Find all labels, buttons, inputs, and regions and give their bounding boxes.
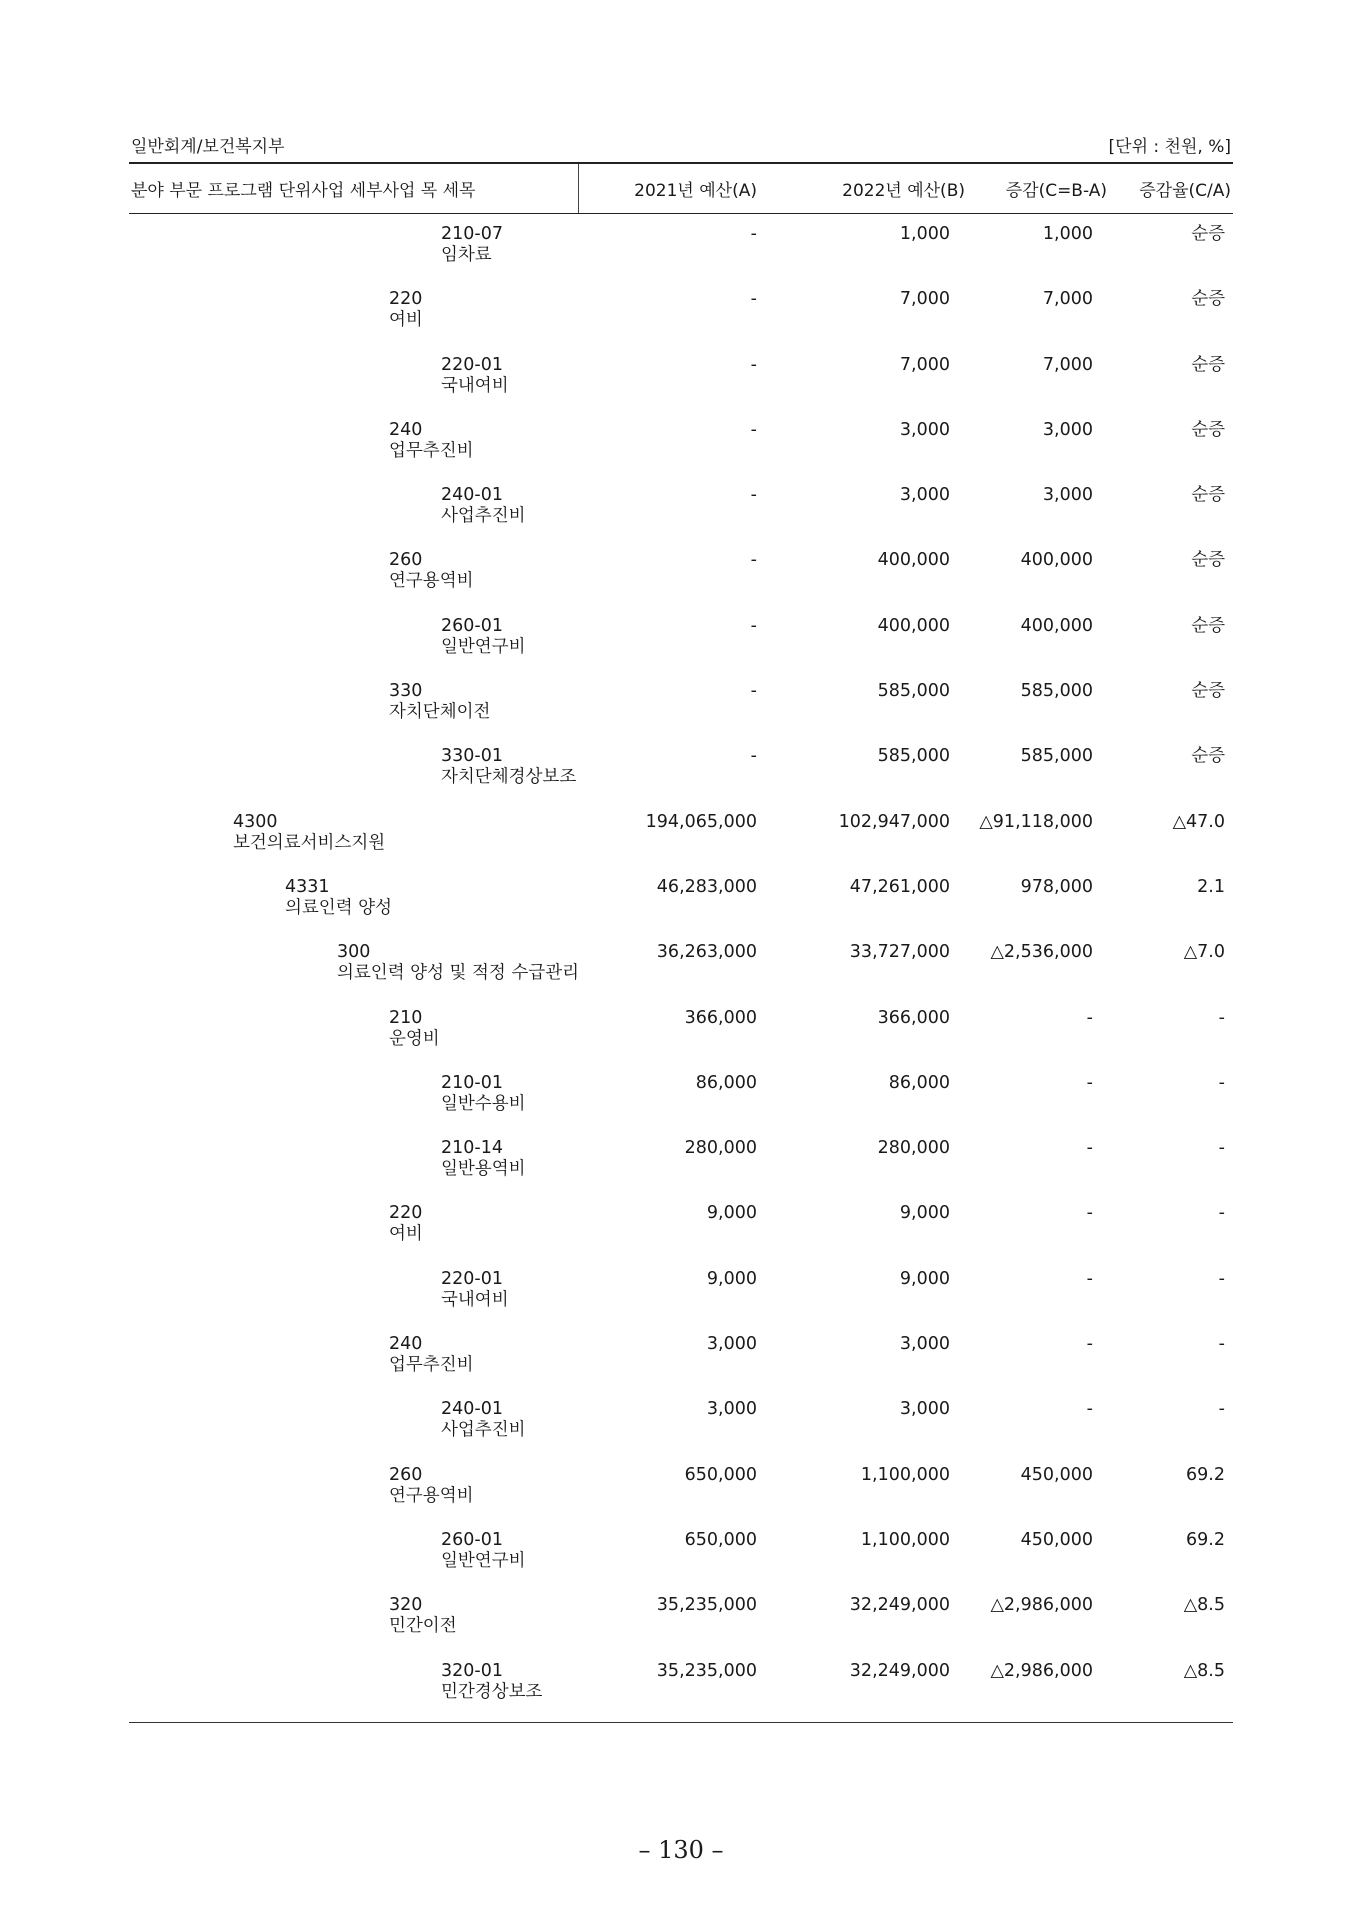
row-label [441, 1138, 526, 1180]
row-label [441, 1269, 509, 1311]
cell-budget-2022: 1,100,000 [860, 1464, 950, 1485]
cell-rate: - [1218, 1072, 1225, 1093]
table-row [129, 616, 1233, 681]
row-code: 220-01 [441, 1268, 503, 1289]
cell-budget-2022: 3,000 [899, 419, 950, 440]
row-name: 자치단체이전 [389, 702, 491, 723]
table-header-rule [129, 213, 1233, 214]
document-header [129, 132, 1233, 158]
cell-budget-2022: 32,249,000 [849, 1595, 950, 1616]
row-name: 일반용역비 [441, 1159, 526, 1180]
row-label [441, 746, 576, 788]
row-name: 여비 [389, 310, 423, 331]
table-row [129, 1008, 1233, 1073]
cell-rate: 순증 [1191, 354, 1225, 375]
row-code: 260 [389, 550, 423, 571]
table-body [129, 224, 1233, 1726]
table-row [129, 485, 1233, 550]
row-code: 220-01 [441, 354, 503, 375]
row-name: 의료인력 양성 [285, 897, 392, 918]
cell-rate: - [1218, 1268, 1225, 1289]
row-code: 300 [337, 942, 371, 963]
column-header-rate: 증감율(C/A) [1139, 181, 1231, 201]
cell-budget-2021: - [750, 289, 757, 310]
cell-budget-2022: 7,000 [899, 289, 950, 310]
cell-budget-2021: 9,000 [706, 1268, 757, 1289]
cell-rate: △8.5 [1183, 1660, 1225, 1681]
row-code: 320 [389, 1595, 423, 1616]
row-label [233, 812, 385, 854]
row-name: 일반수용비 [441, 1093, 526, 1114]
row-label [389, 1334, 474, 1376]
cell-change: △2,986,000 [990, 1595, 1093, 1616]
cell-change: - [1086, 1007, 1093, 1028]
cell-change: △2,536,000 [990, 942, 1093, 963]
cell-change: △2,986,000 [990, 1660, 1093, 1681]
cell-change: 7,000 [1042, 354, 1093, 375]
cell-budget-2021: 46,283,000 [656, 876, 757, 897]
cell-budget-2022: 400,000 [877, 550, 950, 571]
cell-budget-2022: 400,000 [877, 615, 950, 636]
row-label [441, 1530, 526, 1572]
cell-change: 3,000 [1042, 485, 1093, 506]
table-row [129, 550, 1233, 615]
cell-rate: - [1218, 1399, 1225, 1420]
table-row [129, 1661, 1233, 1726]
cell-budget-2022: 47,261,000 [849, 876, 950, 897]
cell-rate: 순증 [1191, 419, 1225, 440]
row-name: 업무추진비 [389, 1355, 474, 1376]
table-column-header [129, 164, 1233, 212]
table-row [129, 1595, 1233, 1660]
column-header-budget-2022: 2022년 예산(B) [842, 181, 965, 201]
cell-budget-2021: 194,065,000 [645, 811, 757, 832]
row-name: 여비 [389, 1224, 423, 1245]
row-label [285, 877, 392, 919]
table-row [129, 420, 1233, 485]
cell-change: 400,000 [1020, 615, 1093, 636]
cell-change: △91,118,000 [979, 811, 1093, 832]
cell-rate: 순증 [1191, 681, 1225, 702]
cell-budget-2021: - [750, 354, 757, 375]
cell-rate: 순증 [1191, 224, 1225, 244]
cell-rate: 순증 [1191, 289, 1225, 310]
row-code: 220 [389, 289, 423, 310]
cell-budget-2021: - [750, 746, 757, 767]
row-label [389, 1595, 457, 1637]
row-label [441, 1073, 526, 1115]
row-code: 260-01 [441, 1529, 503, 1550]
cell-budget-2021: 36,263,000 [656, 942, 757, 963]
cell-budget-2021: 9,000 [706, 1203, 757, 1224]
cell-budget-2022: 585,000 [877, 746, 950, 767]
cell-budget-2021: - [750, 485, 757, 506]
table-row [129, 289, 1233, 354]
table-row [129, 942, 1233, 1007]
row-label [389, 1008, 440, 1050]
table-row [129, 1269, 1233, 1334]
row-label [389, 550, 474, 592]
row-label [441, 1661, 542, 1703]
table-row [129, 1399, 1233, 1464]
row-code: 210 [389, 1007, 423, 1028]
row-name: 자치단체경상보조 [441, 767, 577, 788]
table-row [129, 1073, 1233, 1138]
cell-rate: △8.5 [1183, 1595, 1225, 1616]
cell-rate: - [1218, 1334, 1225, 1355]
cell-budget-2021: 366,000 [684, 1007, 757, 1028]
cell-budget-2021: 650,000 [684, 1529, 757, 1550]
column-header-change: 증감(C=B-A) [1005, 181, 1107, 201]
cell-change: 978,000 [1020, 876, 1093, 897]
row-code: 240 [389, 1334, 423, 1355]
table-row [129, 681, 1233, 746]
cell-budget-2021: - [750, 550, 757, 571]
cell-budget-2022: 3,000 [899, 485, 950, 506]
unit-label: [단위 : 천원, %] [1108, 137, 1231, 157]
row-name: 일반연구비 [441, 1550, 526, 1571]
row-name: 업무추진비 [389, 440, 474, 461]
row-name: 민간이전 [389, 1616, 457, 1637]
row-name: 운영비 [389, 1028, 440, 1049]
table-row [129, 355, 1233, 420]
cell-budget-2021: 3,000 [706, 1334, 757, 1355]
cell-rate: 순증 [1191, 746, 1225, 767]
table-row [129, 224, 1233, 289]
row-label [389, 681, 490, 723]
row-code: 240 [389, 419, 423, 440]
row-code: 4300 [233, 811, 278, 832]
row-name: 의료인력 양성 및 적정 수급관리 [337, 963, 580, 984]
table-bottom-rule [129, 1722, 1233, 1723]
row-name: 보건의료서비스지원 [233, 832, 386, 853]
cell-rate: 2.1 [1197, 876, 1225, 897]
cell-rate: - [1218, 1007, 1225, 1028]
row-code: 210-07 [441, 224, 503, 244]
column-divider [578, 164, 579, 214]
table-row [129, 1465, 1233, 1530]
cell-change: 450,000 [1020, 1529, 1093, 1550]
cell-budget-2022: 7,000 [899, 354, 950, 375]
row-code: 260-01 [441, 615, 503, 636]
cell-budget-2021: 35,235,000 [656, 1595, 757, 1616]
table-row [129, 877, 1233, 942]
row-code: 240-01 [441, 1399, 503, 1420]
row-name: 연구용역비 [389, 1485, 474, 1506]
page-number: – 130 – [638, 1836, 724, 1864]
cell-budget-2021: 3,000 [706, 1399, 757, 1420]
cell-change: - [1086, 1399, 1093, 1420]
cell-change: - [1086, 1334, 1093, 1355]
row-label [389, 1203, 423, 1245]
cell-budget-2022: 1,100,000 [860, 1529, 950, 1550]
table-row [129, 1203, 1233, 1268]
cell-budget-2021: - [750, 224, 757, 244]
row-code: 210-01 [441, 1072, 503, 1093]
cell-rate: 순증 [1191, 485, 1225, 506]
cell-budget-2021: 650,000 [684, 1464, 757, 1485]
cell-budget-2022: 1,000 [899, 224, 950, 244]
column-header-budget-2021: 2021년 예산(A) [634, 181, 757, 201]
account-ministry-label: 일반회계/보건복지부 [131, 137, 285, 157]
cell-budget-2022: 3,000 [899, 1334, 950, 1355]
row-label [389, 289, 423, 331]
cell-rate: △47.0 [1172, 811, 1225, 832]
cell-budget-2022: 86,000 [888, 1072, 950, 1093]
table-row [129, 812, 1233, 877]
cell-budget-2022: 366,000 [877, 1007, 950, 1028]
cell-budget-2021: 280,000 [684, 1138, 757, 1159]
row-name: 연구용역비 [389, 571, 474, 592]
table-row [129, 1530, 1233, 1595]
row-name: 사업추진비 [441, 1420, 526, 1441]
row-code: 210-14 [441, 1138, 503, 1159]
cell-change: 585,000 [1020, 681, 1093, 702]
row-name: 국내여비 [441, 1289, 509, 1310]
column-header-category: 분야 부문 프로그램 단위사업 세부사업 목 세목 [131, 181, 476, 201]
row-label [389, 1465, 474, 1507]
cell-budget-2021: - [750, 681, 757, 702]
cell-budget-2022: 32,249,000 [849, 1660, 950, 1681]
cell-change: - [1086, 1072, 1093, 1093]
row-name: 사업추진비 [441, 506, 526, 527]
row-name: 민간경상보조 [441, 1681, 543, 1702]
cell-rate: 순증 [1191, 550, 1225, 571]
table-row [129, 1334, 1233, 1399]
row-name: 임차료 [441, 245, 492, 265]
cell-budget-2022: 102,947,000 [838, 811, 950, 832]
cell-budget-2021: 86,000 [695, 1072, 757, 1093]
cell-budget-2022: 9,000 [899, 1268, 950, 1289]
row-name: 국내여비 [441, 375, 509, 396]
row-code: 260 [389, 1464, 423, 1485]
cell-change: 1,000 [1042, 224, 1093, 244]
row-code: 330 [389, 681, 423, 702]
cell-rate: - [1218, 1138, 1225, 1159]
row-label [441, 616, 526, 658]
cell-change: 7,000 [1042, 289, 1093, 310]
row-code: 4331 [285, 876, 330, 897]
cell-budget-2022: 33,727,000 [849, 942, 950, 963]
cell-change: 450,000 [1020, 1464, 1093, 1485]
cell-budget-2022: 280,000 [877, 1138, 950, 1159]
cell-budget-2022: 585,000 [877, 681, 950, 702]
row-code: 320-01 [441, 1660, 503, 1681]
cell-rate: - [1218, 1203, 1225, 1224]
row-label [337, 942, 579, 984]
cell-rate: 69.2 [1186, 1464, 1225, 1485]
cell-budget-2021: - [750, 615, 757, 636]
row-label [441, 224, 503, 266]
row-code: 240-01 [441, 485, 503, 506]
table-row [129, 746, 1233, 811]
cell-budget-2021: 35,235,000 [656, 1660, 757, 1681]
row-label [441, 1399, 526, 1441]
cell-rate: △7.0 [1183, 942, 1225, 963]
cell-budget-2022: 3,000 [899, 1399, 950, 1420]
row-label [441, 355, 509, 397]
budget-page [129, 0, 1233, 1920]
cell-change: - [1086, 1203, 1093, 1224]
cell-change: 585,000 [1020, 746, 1093, 767]
cell-change: 3,000 [1042, 419, 1093, 440]
cell-budget-2022: 9,000 [899, 1203, 950, 1224]
cell-rate: 순증 [1191, 615, 1225, 636]
cell-rate: 69.2 [1186, 1529, 1225, 1550]
cell-change: - [1086, 1268, 1093, 1289]
cell-budget-2021: - [750, 419, 757, 440]
row-name: 일반연구비 [441, 636, 526, 657]
table-row [129, 1138, 1233, 1203]
cell-change: - [1086, 1138, 1093, 1159]
row-code: 220 [389, 1203, 423, 1224]
row-label [441, 485, 526, 527]
row-code: 330-01 [441, 746, 503, 767]
row-label [389, 420, 474, 462]
cell-change: 400,000 [1020, 550, 1093, 571]
